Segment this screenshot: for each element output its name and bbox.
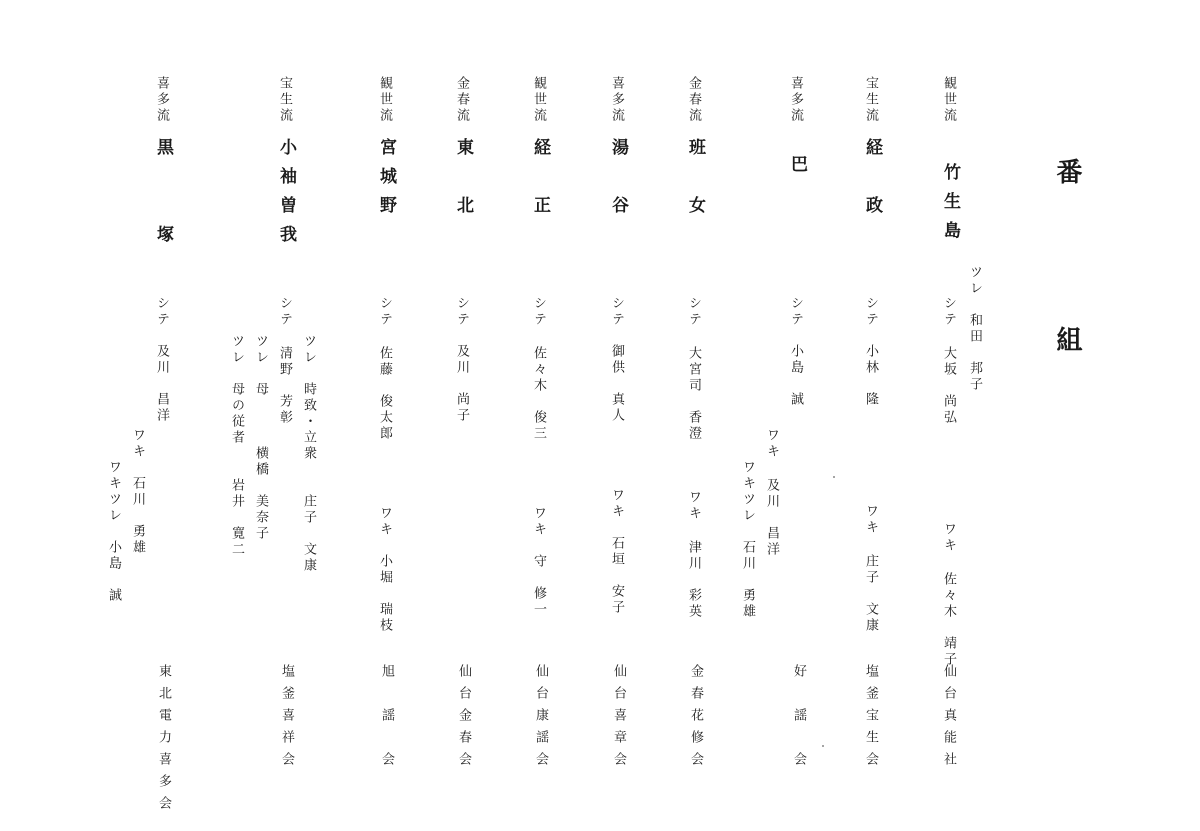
cast-line: シテ 小島 誠: [788, 296, 803, 408]
play-title: 経 正: [530, 138, 550, 225]
cast-line: シテ 大坂 尚弘 ワキ 佐々木 靖子: [941, 296, 956, 668]
organization: 仙台喜章会: [611, 664, 626, 774]
organization: 東北電力喜多会: [156, 664, 171, 818]
cast-line: ワキ 及川 昌洋: [764, 428, 779, 558]
play-title: 東 北: [453, 138, 473, 225]
play-title: 小袖曽我: [276, 138, 296, 254]
cast-line: シテ 佐藤 俊太郎 ワキ 小堀 瑞枝: [377, 296, 392, 634]
school-name: 宝生流: [863, 76, 878, 124]
play-title: 巴: [787, 155, 807, 184]
scan-speck: [833, 476, 835, 478]
scan-speck: [822, 745, 824, 747]
organization: 塩釜宝生会: [863, 664, 878, 774]
page-title: 番 組: [1052, 158, 1082, 410]
organization: 塩釜喜祥会: [279, 664, 294, 774]
cast-line: シテ 小林 隆 ワキ 庄子 文康: [863, 296, 878, 634]
organization: 金春花修会: [688, 664, 703, 774]
organization: 仙台金春会: [456, 664, 471, 774]
cast-line: シテ 及川 尚子: [454, 296, 469, 424]
school-name: 宝生流: [277, 76, 292, 124]
play-title: 黒 塚: [153, 138, 173, 254]
cast-line: ツレ 時致・立衆 庄子 文康: [301, 334, 316, 574]
school-name: 金春流: [454, 76, 469, 124]
school-name: 金春流: [686, 76, 701, 124]
cast-line: ワキツレ 小島 誠: [106, 460, 121, 604]
organization: 仙台康謡会: [533, 664, 548, 774]
play-title: 湯 谷: [608, 138, 628, 225]
play-title: 経 政: [862, 138, 882, 225]
play-title: 宮城野: [376, 138, 396, 225]
cast-line: ワキ 石川 勇雄: [130, 428, 145, 556]
cast-line: シテ 佐々木 俊三 ワキ 守 修一: [531, 296, 546, 618]
school-name: 喜多流: [154, 76, 169, 124]
organization: 好 謡 会: [791, 664, 806, 774]
school-name: 観世流: [941, 76, 956, 124]
organization: 仙台真能社: [941, 664, 956, 774]
cast-line: シテ 及川 昌洋: [154, 296, 169, 424]
school-name: 喜多流: [609, 76, 624, 124]
school-name: 観世流: [377, 76, 392, 124]
play-title: 竹生島: [940, 163, 960, 250]
cast-line: ワキツレ 石川 勇雄: [740, 460, 755, 620]
cast-line: シテ 御供 真人 ワキ 石垣 安子: [609, 296, 624, 616]
school-name: 観世流: [531, 76, 546, 124]
play-title: 班 女: [685, 138, 705, 225]
organization: 旭 謡 会: [379, 664, 394, 774]
school-name: 喜多流: [788, 76, 803, 124]
cast-line: ツレ 母の従者 岩井 寛二: [229, 334, 244, 558]
cast-line: ツレ 和田 邦子: [967, 265, 982, 393]
cast-line: シテ 清野 芳彰: [277, 296, 292, 426]
cast-line: ツレ 母 横橋 美奈子: [253, 334, 268, 542]
cast-line: シテ 大宮司 香澄 ワキ 津川 彩英: [686, 296, 701, 620]
